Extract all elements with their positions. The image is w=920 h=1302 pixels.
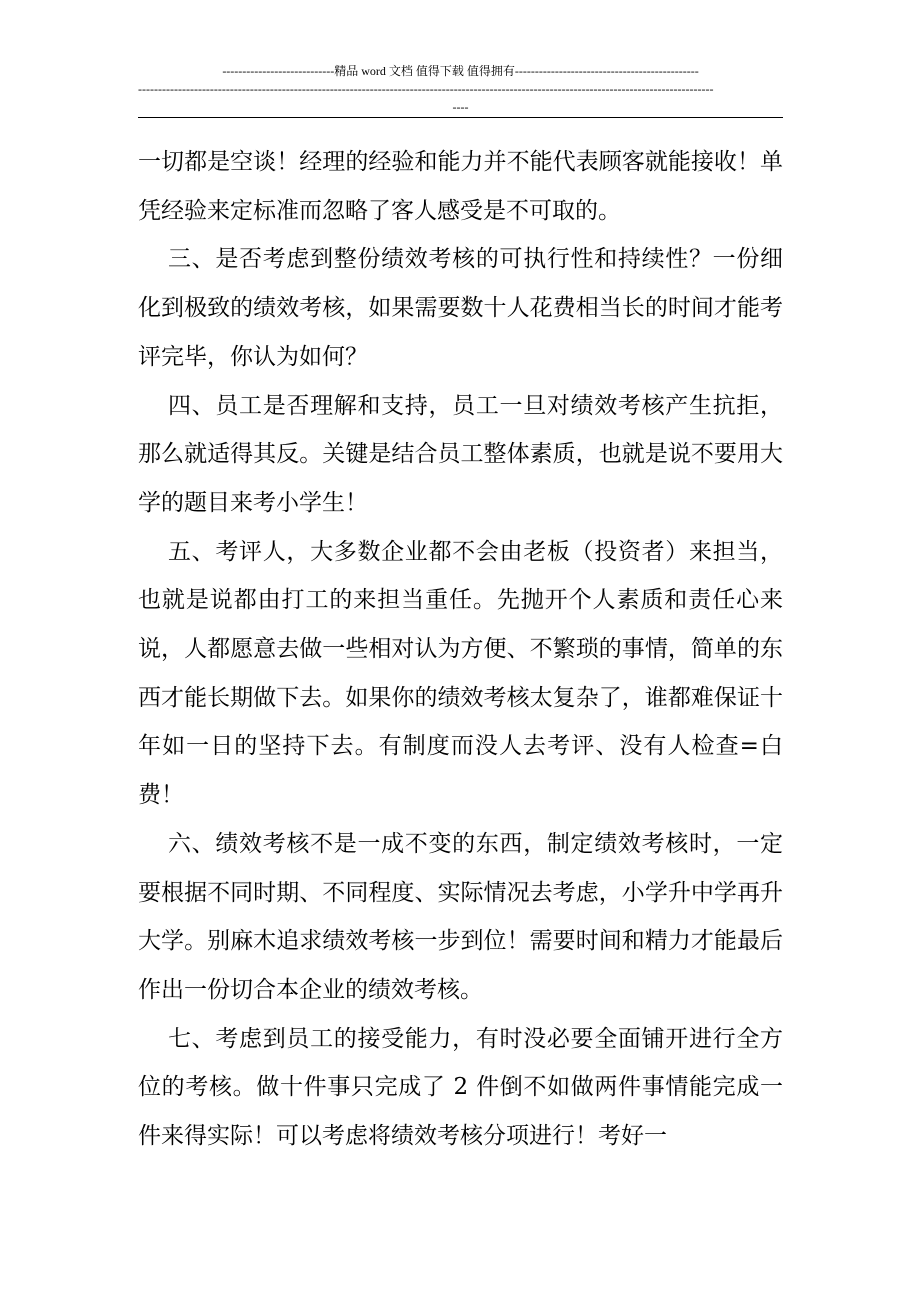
- header-line-3: ----: [452, 100, 469, 114]
- header-divider: [138, 117, 783, 118]
- paragraph-3: 三、是否考虑到整份绩效考核的可执行性和持续性？一份细化到极致的绩效考核，如果需要数十人花费相当长的时间才能考评完毕，你认为如何？: [138, 246, 783, 370]
- page-header: [138, 62, 783, 116]
- header-line-2: ------------------------------------------------------------------------------------------------------------------------------------------------: [138, 82, 714, 96]
- header-line-1: ----------------------------精品 word 文档 值得下载 值得拥有----------------------------------------------: [222, 64, 699, 78]
- paragraph-5: 五、考评人，大多数企业都不会由老板（投资者）来担当，也就是说都由打工的来担当重任。先抛开个人素质和责任心来说，人都愿意去做一些相对认为方便、不繁琐的事情，简单的东西才能长期做下去。如果你的绩效考核太复杂了，谁都难保证十年如一日的坚持下去。有制度而没人去考评、没有人检查=白费！: [138, 538, 783, 809]
- paragraph-7: 七、考虑到员工的接受能力，有时没必要全面铺开进行全方位的考核。做十件事只完成了 2 件倒不如做两件事情能完成一件来得实际！可以考虑将绩效考核分项进行！考好一: [138, 1025, 783, 1150]
- paragraph-4: 四、员工是否理解和支持，员工一旦对绩效考核产生抗拒，那么就适得其反。关键是结合员工整体素质，也就是说不要用大学的题目来考小学生！: [138, 392, 783, 516]
- paragraph-6: 六、绩效考核不是一成不变的东西，制定绩效考核时，一定要根据不同时期、不同程度、实际情况去考虑，小学升中学再升大学。别麻木追求绩效考核一步到位！需要时间和精力才能最后作出一份切合本企业的绩效考核。: [138, 830, 783, 1003]
- document-body: [138, 138, 783, 1161]
- paragraph-continuation: 一切都是空谈！经理的经验和能力并不能代表顾客就能接收！单凭经验来定标准而忽略了客人感受是不可取的。: [138, 149, 783, 224]
